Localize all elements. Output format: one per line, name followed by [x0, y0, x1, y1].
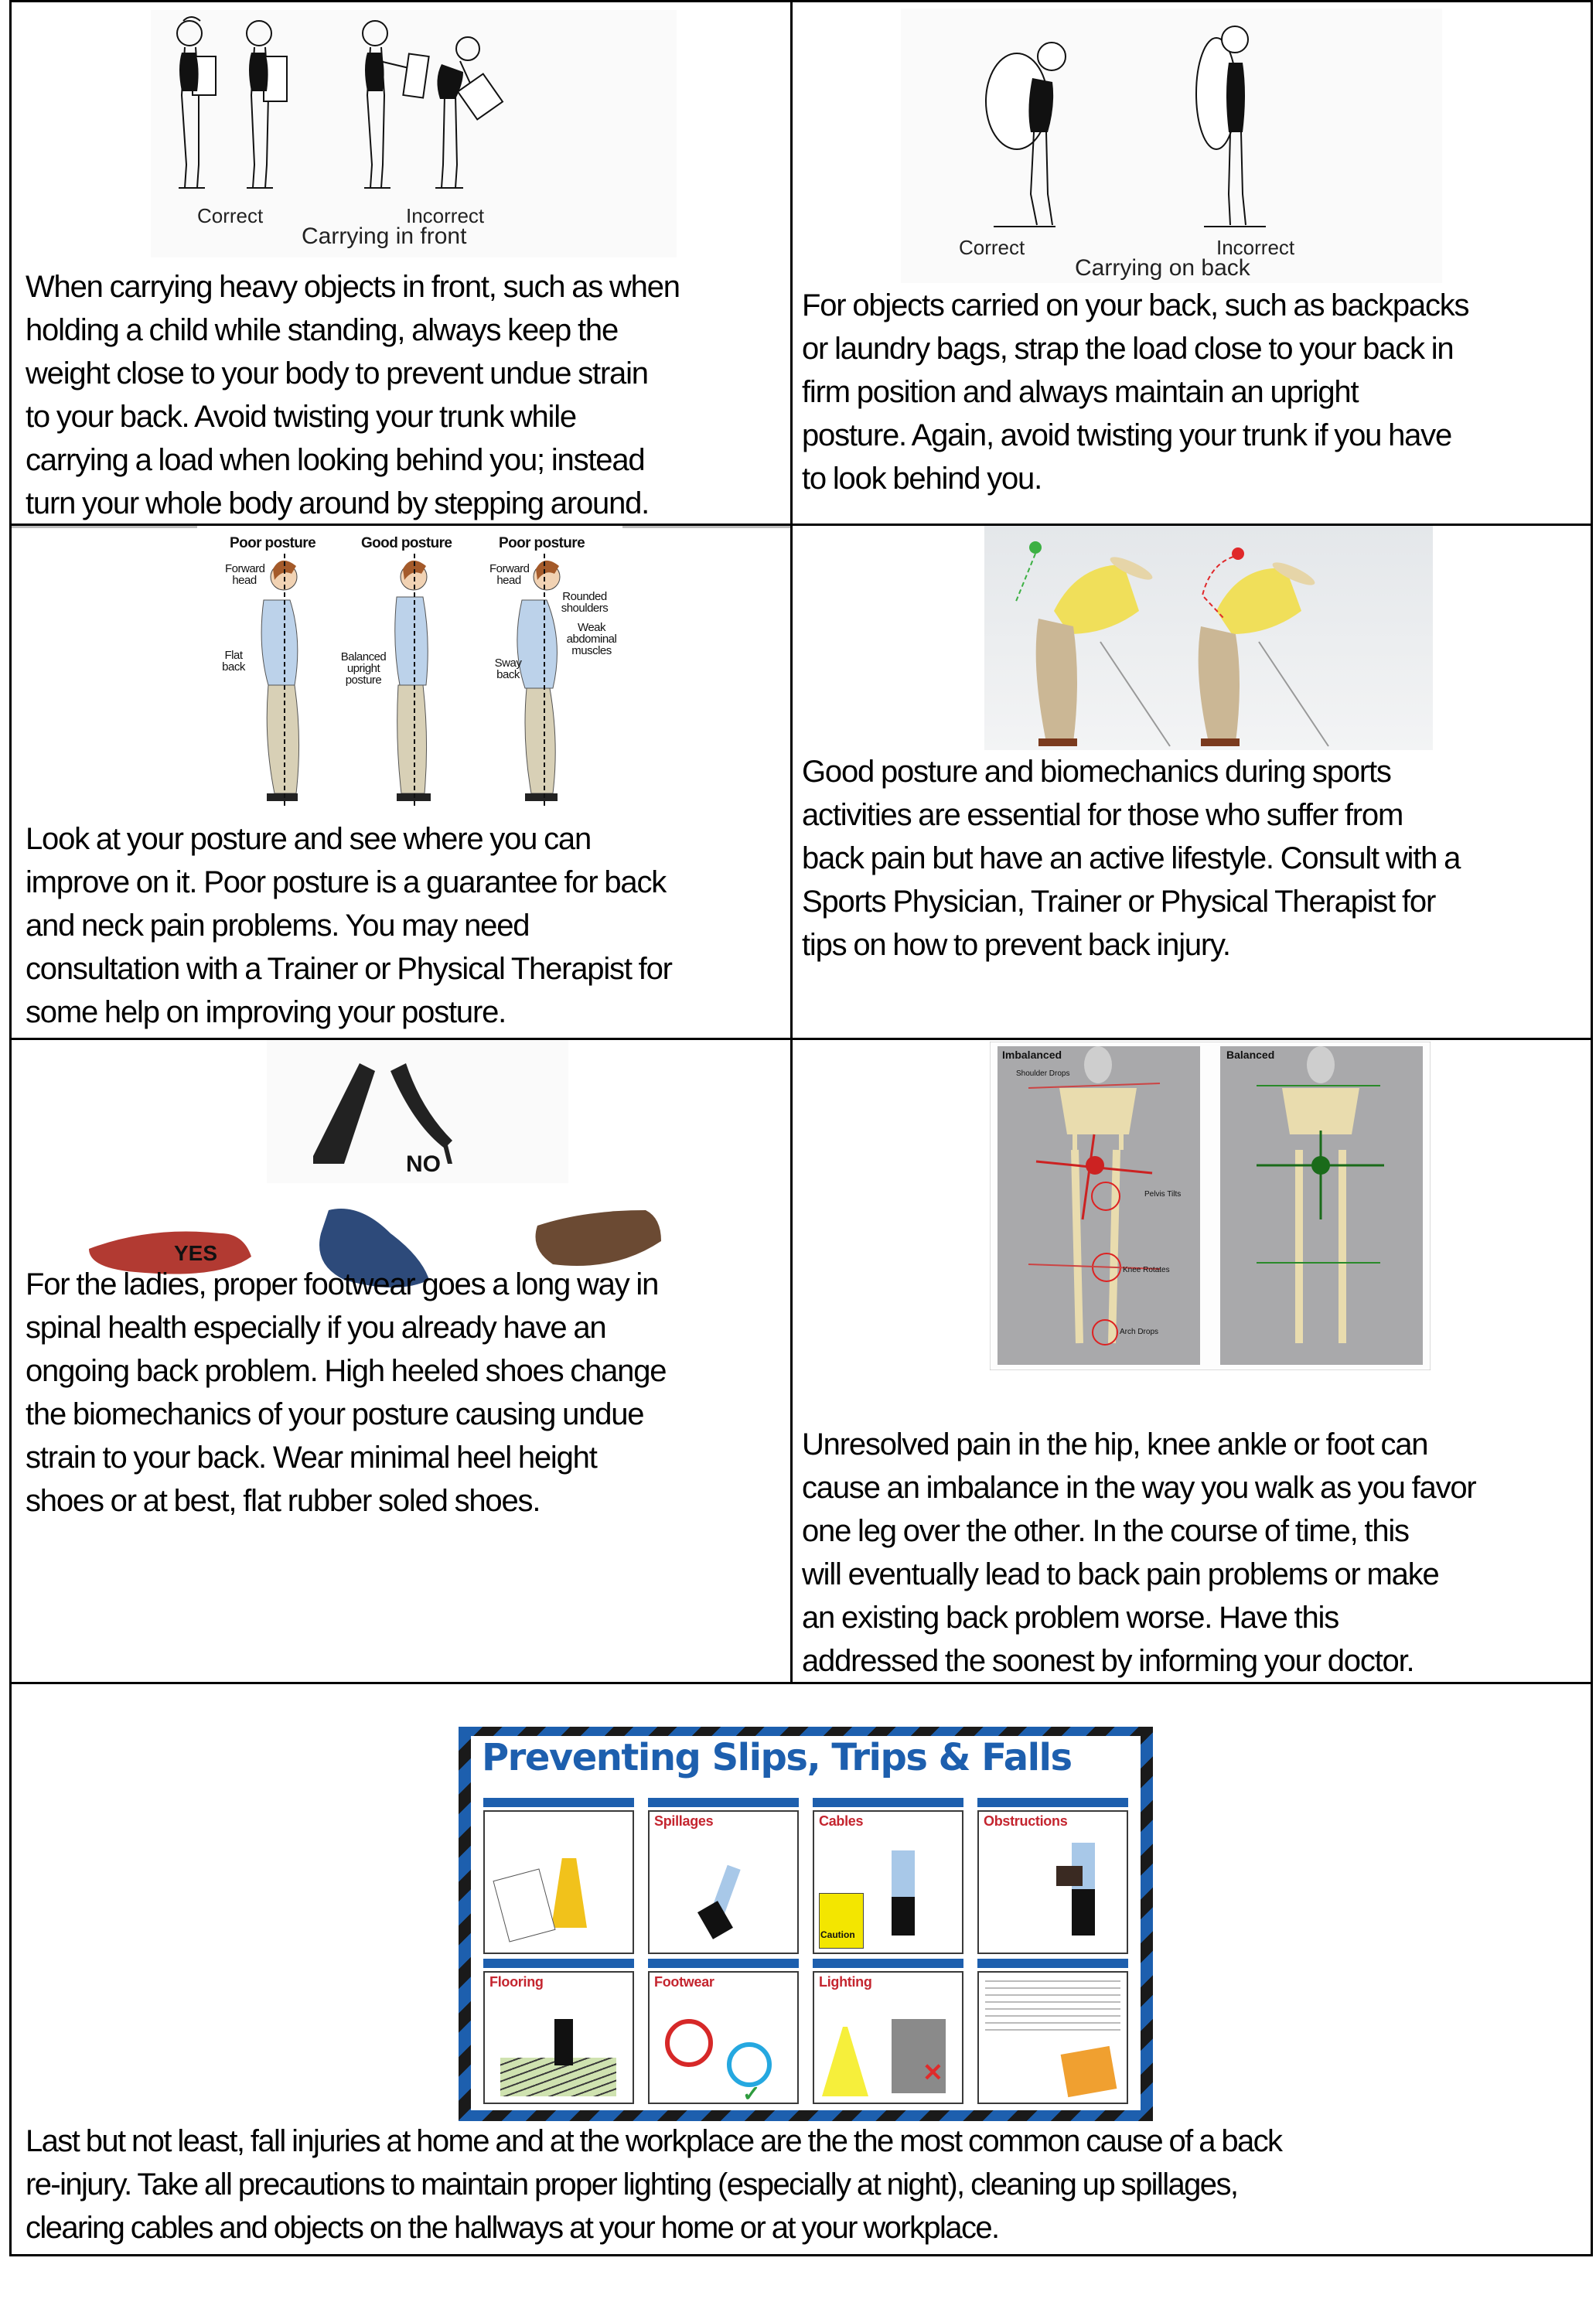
no-label: NO: [406, 1151, 441, 1177]
label-incorrect: Incorrect: [406, 204, 485, 227]
poster-panel-preventing-accidents: [977, 1971, 1128, 2104]
figure-caption: Carrying on back: [1075, 255, 1250, 281]
cell-posture: [12, 526, 790, 1038]
carrying-back-illustration: [901, 9, 1442, 283]
label-correct: Correct: [959, 236, 1025, 259]
label-incorrect: Incorrect: [1216, 236, 1295, 259]
yes-label: YES: [174, 1241, 218, 1265]
panel-balanced-label: Balanced: [1226, 1049, 1275, 1061]
panel-imbalanced-label: Imbalanced: [1002, 1049, 1062, 1061]
label-correct: Correct: [197, 204, 264, 227]
heading-good-posture: Good posture: [361, 535, 452, 551]
label-balanced-upright: Balanced upright posture: [340, 650, 387, 687]
posture-illustration: [213, 538, 615, 809]
brown-flat-shoe: [536, 1210, 662, 1266]
cell-carrying-back: [793, 2, 1593, 524]
carrying-front-paragraph: When carrying heavy objects in front, such as when holding a child while standing, always keep the weight close to your body to prevent undue strain to your back. Avoid twisting your trunk while carrying a load when looking behind you; instead turn your whole body around by stepping around.: [26, 270, 680, 520]
slips-trips-falls-poster: [459, 1727, 1153, 2121]
cell-imbalance: [793, 1040, 1593, 1682]
imbalance-paragraph: Unresolved pain in the hip, knee ankle or foot can cause an imbalance in the way you walk as you favor one leg over the other. In the course of time, this will eventually lead to back pain problems or make an existing back problem worse. Have this addressed the soonest by informing your doctor.: [802, 1427, 1476, 1678]
label-knee-rotates: Knee Rotates: [1123, 1266, 1170, 1274]
poster-panel-flooring: Flooring: [483, 1971, 634, 2104]
label-forward-head-right: Forward head: [489, 562, 530, 587]
skeleton-balance-diagram: [990, 1042, 1431, 1370]
poster-panel-obstructions: Obstructions: [977, 1810, 1128, 1954]
poor-posture-marker: [1232, 547, 1244, 560]
poster-panel-cables: Cables Caution: [813, 1810, 963, 1954]
good-posture-marker: [1029, 541, 1042, 554]
label-pelvis-tilts: Pelvis Tilts: [1144, 1190, 1182, 1199]
golfer-posture-photo: [984, 526, 1433, 750]
label-rounded-shoulders: Rounded shoulders: [561, 590, 609, 615]
label-weak-abdominal: Weak abdominal muscles: [566, 621, 617, 657]
sports-paragraph: Good posture and biomechanics during sports activities are essential for those who suffer from back pain but have an active lifestyle. Consult with a Sports Physician, Trainer or Physical Therapist for tips on how to prevent back injury.: [802, 755, 1461, 962]
tips-table: [9, 0, 1593, 2256]
label-sway-back: Sway back: [494, 657, 522, 681]
cell-footwear: [12, 1040, 790, 1682]
heading-poor-posture-right: Poor posture: [499, 535, 585, 551]
carrying-front-illustration: [151, 10, 677, 258]
poster-title: Preventing Slips, Trips & Falls: [482, 1736, 1072, 1779]
cell-sports: [793, 526, 1593, 1038]
poster-panel-spillages: Spillages: [648, 1810, 799, 1954]
label-forward-head-left: Forward head: [225, 562, 265, 587]
poster-panel-know-risks: [483, 1810, 634, 1954]
carrying-back-paragraph: For objects carried on your back, such as backpacks or laundry bags, strap the load close to your back in firm position and always maintain an upright posture. Again, avoid twisting your trunk if you have to look behind you.: [802, 288, 1469, 496]
posture-paragraph: Look at your posture and see where you can improve on it. Poor posture is a guarantee for back and neck pain problems. You may need consultation with a Trainer or Physical Therapist for some help on improving your posture.: [26, 822, 672, 1029]
cell-falls: [12, 1684, 1593, 2256]
poster-panel-lighting: Lighting ✕: [813, 1971, 963, 2104]
cell-carrying-front: [12, 2, 790, 524]
label-shoulder-drops: Shoulder Drops: [1016, 1069, 1070, 1078]
figure-caption: Carrying in front: [302, 223, 467, 249]
footwear-paragraph: For the ladies, proper footwear goes a long way in spinal health especially if you already have an ongoing back problem. High heeled shoes change the biomechanics of your posture causing undue strain to your back. Wear minimal heel height shoes or at best, flat rubber soled shoes.: [26, 1267, 667, 1518]
heading-poor-posture-left: Poor posture: [230, 535, 316, 551]
label-flat-back: Flat back: [222, 649, 245, 674]
label-arch-drops: Arch Drops: [1120, 1328, 1159, 1336]
poster-panel-footwear: Footwear ✓: [648, 1971, 799, 2104]
falls-paragraph: Last but not least, fall injuries at home and at the workplace are the the most common cause of a back re-injury. Take all precautions to maintain proper lighting (especially at night), cleaning up spillages, clearing cables and objects on the hallways at your home or at your workplace.: [26, 2124, 1282, 2245]
